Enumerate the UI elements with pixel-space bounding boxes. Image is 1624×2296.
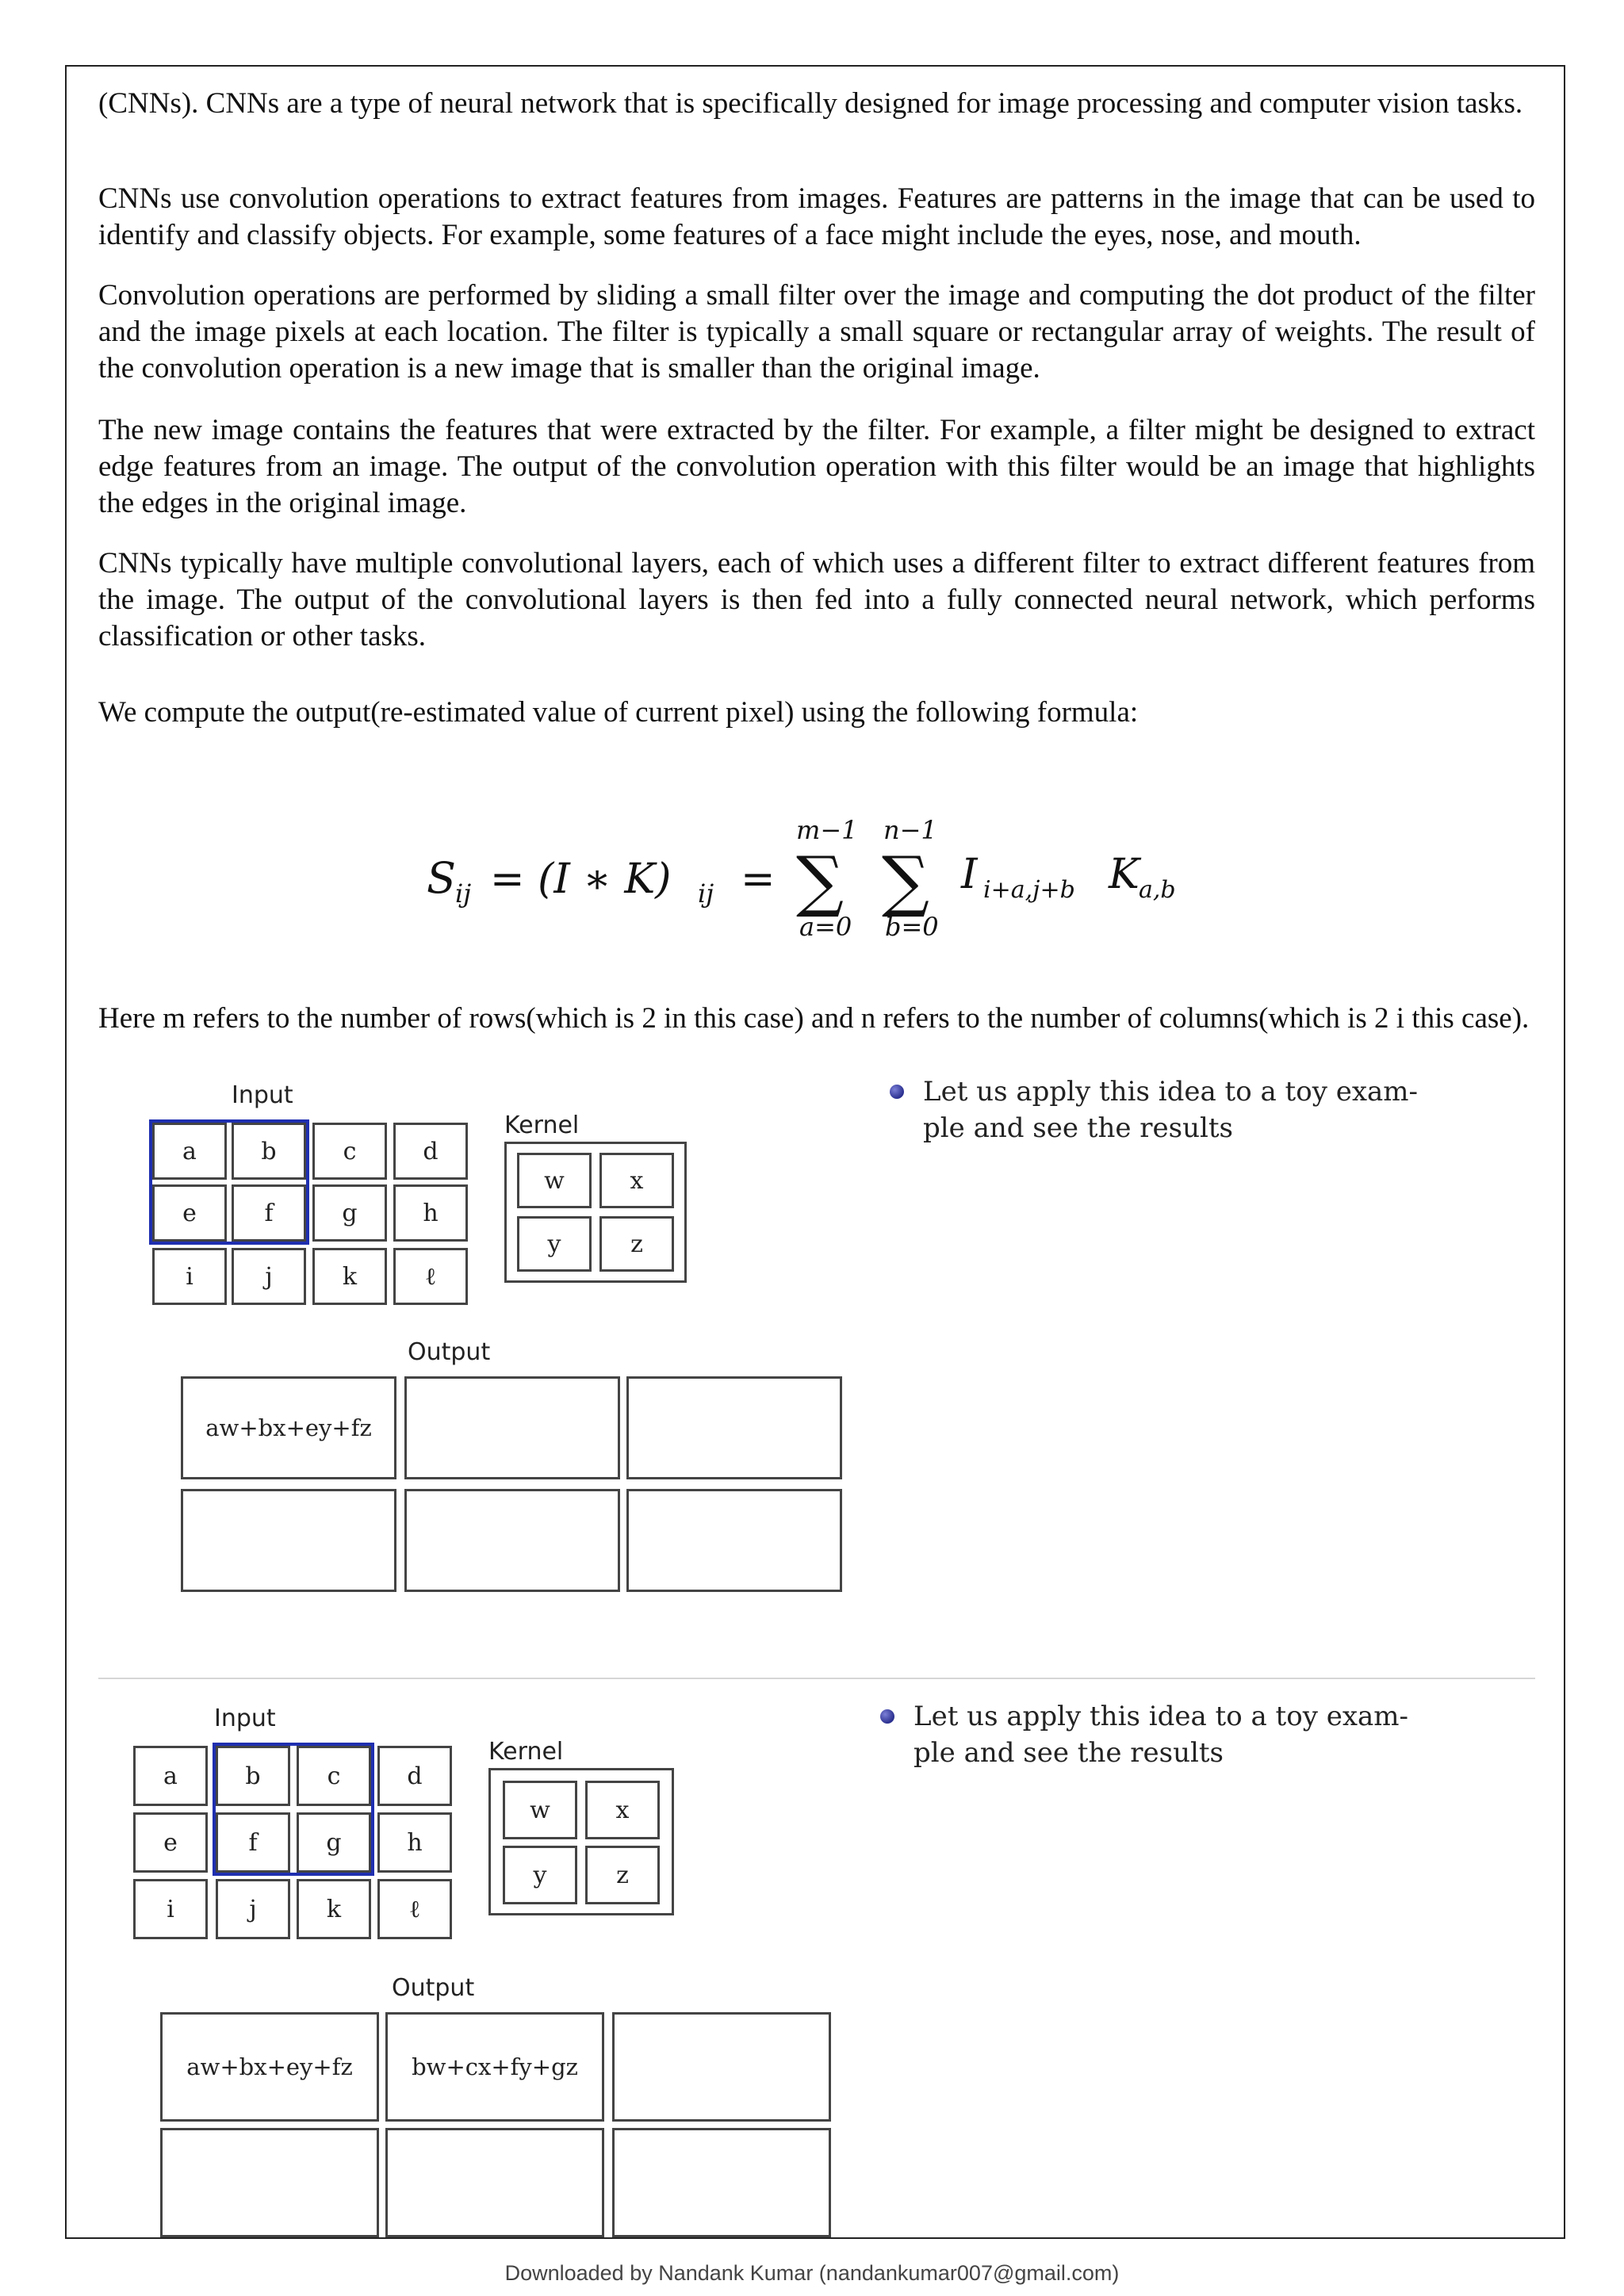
example1-output-cell-5 [404, 1489, 620, 1592]
example2-input-cell-f: f [216, 1812, 290, 1873]
paragraph-intro: (CNNs). CNNs are a type of neural network that is specifically designed for image processing and computer vision tasks. [98, 87, 1523, 120]
formula-K: K [1109, 851, 1139, 898]
convolution-formula [0, 793, 1624, 951]
formula-K-sub: a,b [1139, 876, 1176, 904]
formula-equals: = [741, 855, 776, 903]
example1-output-cell-4 [181, 1489, 396, 1592]
formula-sum1-top: m−1 [796, 815, 858, 845]
example1-bullet-icon [890, 1085, 904, 1099]
formula-sum2-bottom: b=0 [885, 912, 939, 942]
example2-input-cell-i: i [133, 1879, 208, 1939]
example1-output-cell-2 [404, 1376, 620, 1479]
example2-kernel-cell-x: x [585, 1781, 660, 1839]
paragraph-m-n: Here m refers to the number of rows(which is 2 in this case) and n refers to the number of columns(which is 2 i this case). [98, 1002, 1530, 1035]
example1-kernel-cell-x: x [599, 1153, 674, 1208]
example1-bullet-line-2: ple and see the results [923, 1112, 1233, 1144]
example1-kernel-cell-y: y [517, 1216, 592, 1272]
example1-input-cell-a: a [152, 1123, 227, 1180]
formula-lhs: S [427, 853, 456, 903]
formula-sigma-2: ∑ [882, 842, 929, 920]
paragraph-formula-intro: We compute the output(re-estimated value of current pixel) using the following formula: [98, 696, 1139, 729]
formula-convolution: = (I ∗ K) [490, 855, 672, 903]
example2-input-label: Input [214, 1705, 276, 1732]
example2-output-cell-5 [385, 2128, 604, 2237]
formula-sum2-top: n−1 [883, 815, 937, 845]
example1-output-cell-3 [626, 1376, 842, 1479]
example2-input-cell-a: a [133, 1746, 208, 1806]
example1-input-cell-l: ℓ [393, 1248, 468, 1305]
example2-output-cell-1: aw+bx+ey+fz [160, 2012, 379, 2122]
formula-sigma-1: ∑ [796, 842, 844, 920]
example2-output-label: Output [392, 1974, 475, 2002]
paragraph-layers: CNNs typically have multiple convolutional layers, each of which uses a different filter to extract different features from the image. The output of the convolutional layers is then fed into a fully connected neural network, which performs classification or other tasks. [98, 547, 1535, 652]
formula-I: I [961, 851, 978, 898]
example2-input-cell-c: c [297, 1746, 371, 1806]
example2-input-cell-e: e [133, 1812, 208, 1873]
example1-output-cell-1: aw+bx+ey+fz [181, 1376, 396, 1479]
example2-output-cell-2: bw+cx+fy+gz [385, 2012, 604, 2122]
example2-input-cell-l: ℓ [377, 1879, 452, 1939]
example2-output-cell-6 [612, 2128, 831, 2237]
example1-input-cell-d: d [393, 1123, 468, 1180]
example1-input-cell-g: g [312, 1184, 387, 1242]
example2-bullet-line-1: Let us apply this idea to a toy exam- [914, 1701, 1409, 1732]
formula-sum1-bottom: a=0 [799, 912, 852, 942]
example1-input-cell-e: e [152, 1184, 227, 1242]
formula-mid-sub: ij [698, 878, 714, 909]
example2-kernel-label: Kernel [488, 1738, 564, 1766]
formula-lhs-sub: ij [455, 878, 472, 909]
example1-input-cell-h: h [393, 1184, 468, 1242]
example2-input-cell-g: g [297, 1812, 371, 1873]
example1-bullet-line-1: Let us apply this idea to a toy exam- [923, 1076, 1419, 1108]
example1-kernel-cell-w: w [517, 1153, 592, 1208]
example1-kernel-cell-z: z [599, 1216, 674, 1272]
example1-input-label: Input [232, 1081, 293, 1109]
example2-kernel-cell-z: z [585, 1846, 660, 1904]
example1-input-cell-i: i [152, 1248, 227, 1305]
example2-kernel-cell-y: y [503, 1846, 577, 1904]
example2-output-cell-4 [160, 2128, 379, 2237]
paragraph-new-image: The new image contains the features that were extracted by the filter. For example, a filter might be designed to extract edge features from an image. The output of the convolution operation with this filter would be an image that highlights the edges in the original image. [98, 414, 1535, 519]
section-divider [98, 1678, 1535, 1679]
download-footer: Downloaded by Nandank Kumar (nandankumar007@gmail.com) [504, 2261, 1120, 2285]
example2-input-cell-d: d [377, 1746, 452, 1806]
example2-bullet-icon [880, 1709, 894, 1724]
example2-kernel-cell-w: w [503, 1781, 577, 1839]
example1-input-cell-k: k [312, 1248, 387, 1305]
example1-input-cell-f: f [232, 1184, 306, 1242]
example2-input-cell-b: b [216, 1746, 290, 1806]
example1-input-cell-j: j [232, 1248, 306, 1305]
example2-input-cell-j: j [216, 1879, 290, 1939]
example2-output-cell-3 [612, 2012, 831, 2122]
paragraph-features: CNNs use convolution operations to extract features from images. Features are patterns in the image that can be used to identify and classify objects. For example, some features of a face might include the eyes, nose, and mouth. [98, 182, 1535, 251]
paragraph-convolution: Convolution operations are performed by sliding a small filter over the image and computing the dot product of the filter and the image pixels at each location. The filter is typically a small square or rectangular array of weights. The result of the convolution operation is a new image that is smaller than the original image. [98, 279, 1535, 385]
example1-output-cell-6 [626, 1489, 842, 1592]
example2-input-cell-k: k [297, 1879, 371, 1939]
example1-input-cell-c: c [312, 1123, 387, 1180]
example2-bullet-line-2: ple and see the results [914, 1737, 1224, 1769]
example1-output-label: Output [408, 1338, 491, 1366]
example2-input-cell-h: h [377, 1812, 452, 1873]
example1-input-cell-b: b [232, 1123, 306, 1180]
example1-kernel-label: Kernel [504, 1112, 580, 1139]
formula-I-sub: i+a,j+b [983, 876, 1075, 904]
